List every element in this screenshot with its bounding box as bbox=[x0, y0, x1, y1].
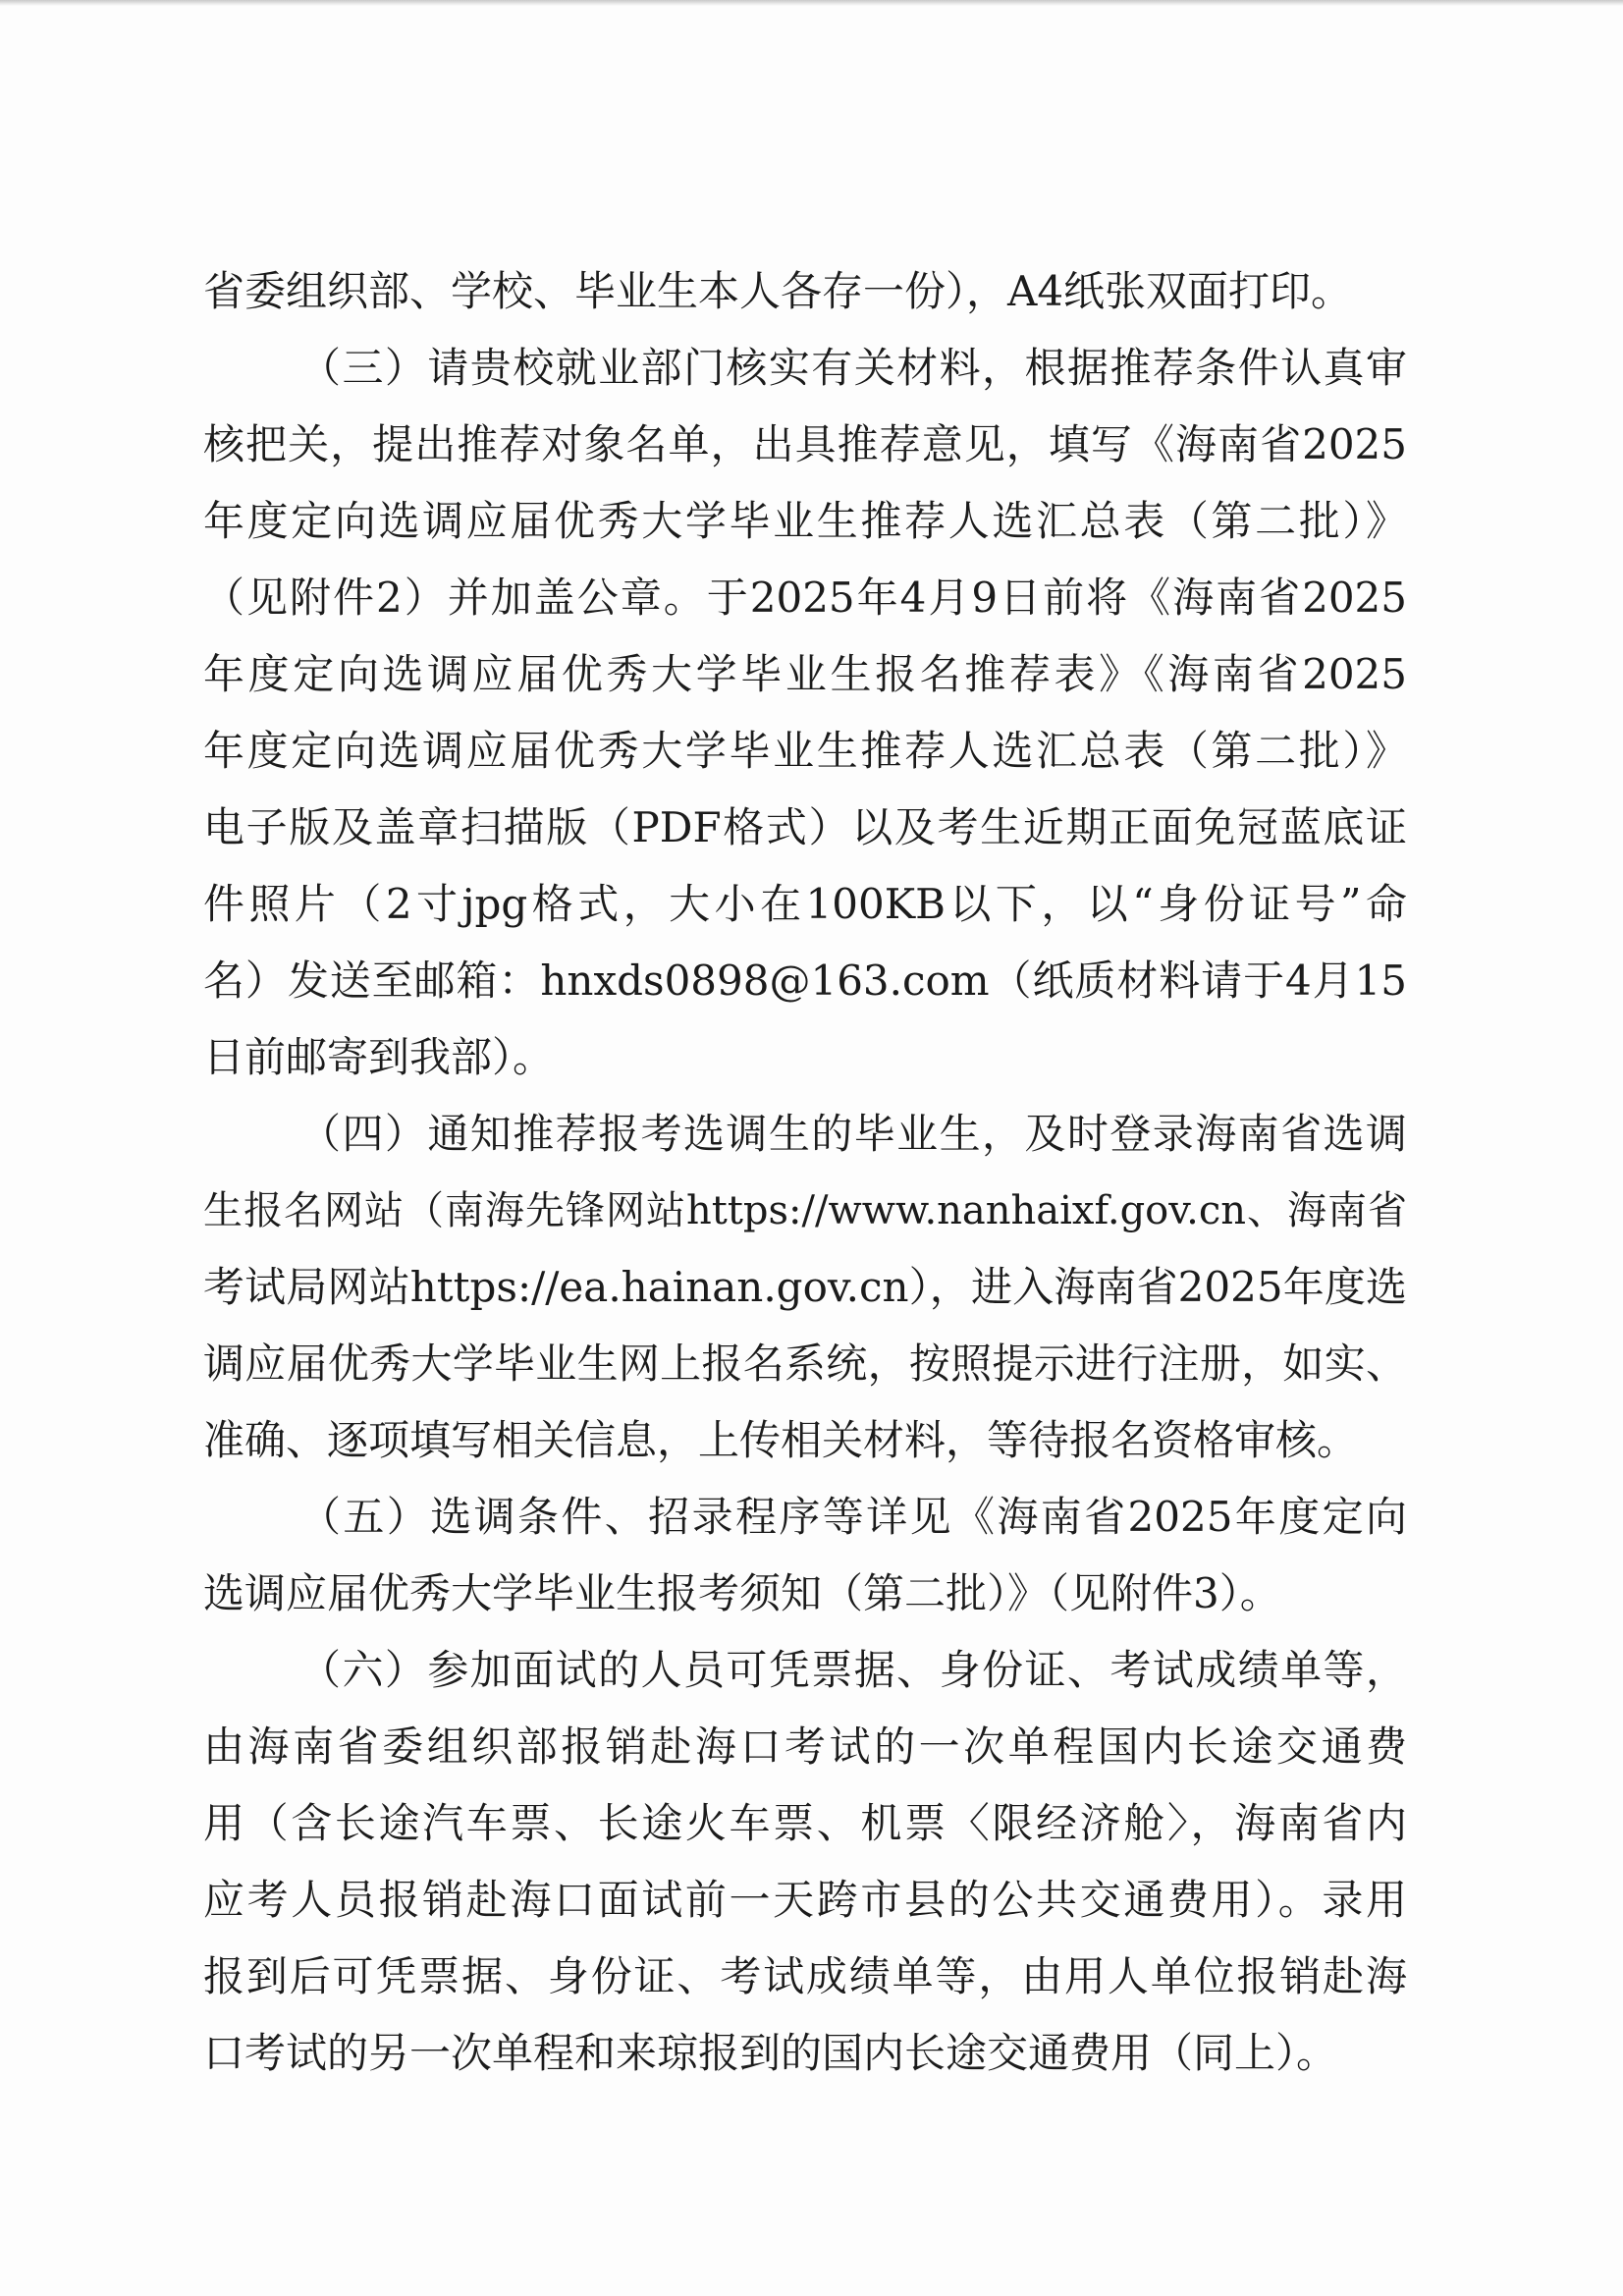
text-line: 件照片（2寸jpg格式，大小在100KB以下，以“身份证号”命 bbox=[203, 880, 1407, 928]
text-line: （见附件2）并加盖公章。于2025年4月9日前将《海南省2025 bbox=[203, 574, 1407, 622]
text-line: 准确、逐项填写相关信息，上传相关材料，等待报名资格审核。 bbox=[203, 1416, 1359, 1464]
text-line: 报到后可凭票据、身份证、考试成绩单等，由用人单位报销赴海 bbox=[203, 1952, 1407, 2000]
text-line: 考试局网站https://ea.hainan.gov.cn），进入海南省2025年度选 bbox=[203, 1263, 1407, 1311]
text-line: （五）选调条件、招录程序等详见《海南省2025年度定向 bbox=[299, 1493, 1407, 1541]
text-line: 年度定向选调应届优秀大学毕业生推荐人选汇总表（第二批）》 bbox=[203, 497, 1407, 545]
text-line: 口考试的另一次单程和来琼报到的国内长途交通费用（同上）。 bbox=[203, 2029, 1338, 2077]
text-line: 由海南省委组织部报销赴海口考试的一次单程国内长途交通费 bbox=[203, 1722, 1407, 1771]
document-body bbox=[203, 253, 1407, 2092]
text-line: 省委组织部、学校、毕业生本人各存一份），A4纸张双面打印。 bbox=[203, 267, 1353, 315]
text-line: 生报名网站（南海先锋网站https://www.nanhaixf.gov.cn、海南省 bbox=[203, 1188, 1407, 1233]
text-line: 调应届优秀大学毕业生网上报名系统，按照提示进行注册，如实、 bbox=[203, 1339, 1407, 1388]
text-line: 选调应届优秀大学毕业生报考须知（第二批）》（见附件3）。 bbox=[203, 1569, 1281, 1617]
text-line: 年度定向选调应届优秀大学毕业生报名推荐表》《海南省2025 bbox=[203, 650, 1407, 698]
text-line: 年度定向选调应届优秀大学毕业生推荐人选汇总表（第二批）》 bbox=[203, 727, 1407, 775]
text-line: （六）参加面试的人员可凭票据、身份证、考试成绩单等， bbox=[299, 1646, 1407, 1694]
text-line: （三）请贵校就业部门核实有关材料，根据推荐条件认真审 bbox=[299, 344, 1407, 392]
text-line: 日前邮寄到我部）。 bbox=[203, 1033, 555, 1081]
text-line: 电子版及盖章扫描版（PDF格式）以及考生近期正面免冠蓝底证 bbox=[203, 803, 1407, 851]
text-line: （四）通知推荐报考选调生的毕业生，及时登录海南省选调 bbox=[299, 1110, 1407, 1158]
text-line: 应考人员报销赴海口面试前一天跨市县的公共交通费用）。录用 bbox=[203, 1876, 1407, 1924]
text-line: 名）发送至邮箱：hnxds0898@163.com（纸质材料请于4月15 bbox=[203, 957, 1407, 1005]
scan-edge bbox=[0, 0, 1623, 6]
text-line: 用（含长途汽车票、长途火车票、机票〈限经济舱〉，海南省内 bbox=[203, 1799, 1407, 1847]
text-line: 核把关，提出推荐对象名单，出具推荐意见，填写《海南省2025 bbox=[203, 420, 1407, 468]
